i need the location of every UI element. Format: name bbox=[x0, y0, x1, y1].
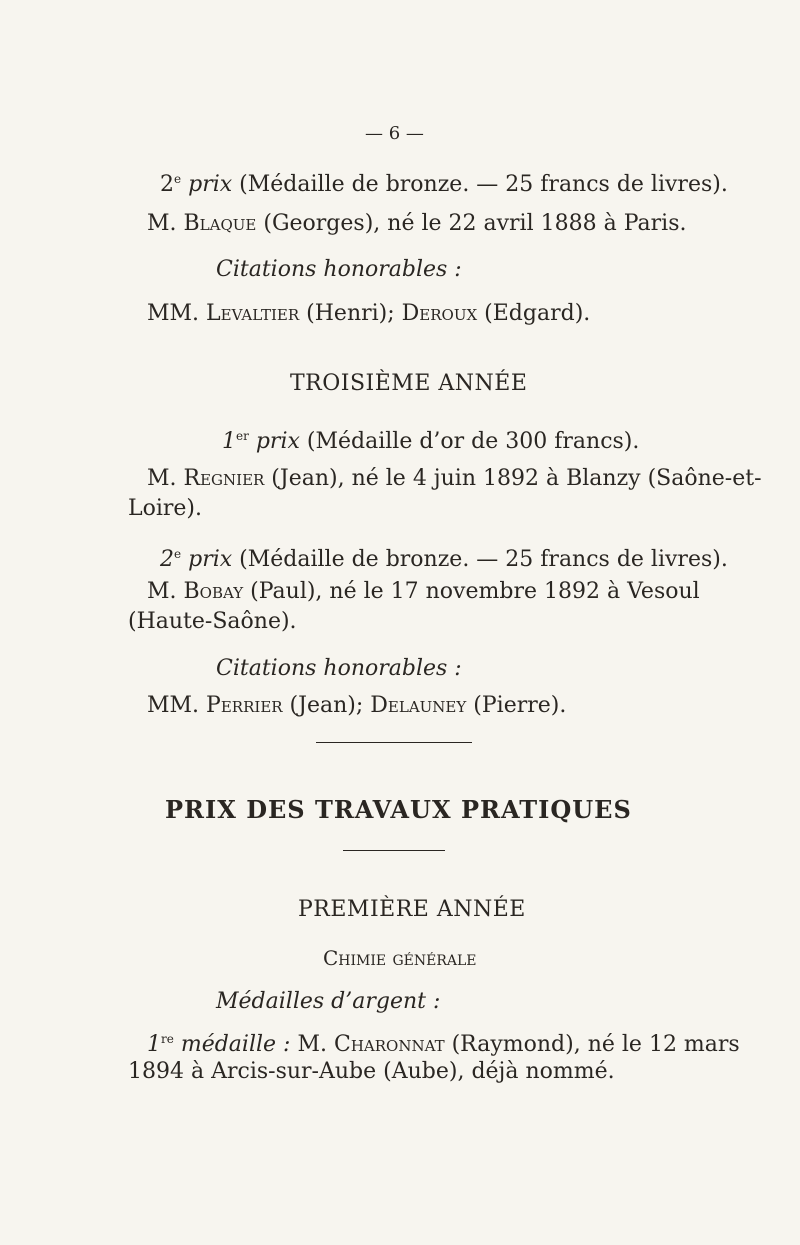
citation-surname-2: Deroux bbox=[401, 301, 478, 326]
section-title: PRIX DES TRAVAUX PRATIQUES bbox=[165, 795, 632, 824]
medal-line bbox=[147, 1025, 740, 1059]
laureate-line bbox=[147, 210, 686, 238]
citation-firstname-2: (Pierre). bbox=[466, 693, 567, 718]
prize-rank-suffix: e bbox=[174, 547, 182, 561]
laureate-line-continuation: Loire). bbox=[128, 496, 203, 521]
prize-detail: (Médaille de bronze. — 25 francs de livres). bbox=[232, 172, 728, 197]
prize-rank: 1 bbox=[222, 429, 236, 454]
prize-rank: 2 bbox=[160, 172, 174, 197]
laureate-prefix: M. bbox=[147, 466, 184, 491]
laureate-surname: Regnier bbox=[183, 466, 265, 491]
section-divider bbox=[316, 742, 472, 743]
citations-prefix: MM. bbox=[147, 301, 207, 326]
title-underline bbox=[343, 850, 445, 851]
citation-surname-1: Levaltier bbox=[206, 301, 300, 326]
laureate-surname: Blaque bbox=[183, 211, 257, 236]
medal-line-continuation: 1894 à Arcis-sur-Aube (Aube), déjà nommé. bbox=[128, 1059, 615, 1084]
citation-surname-1: Perrier bbox=[206, 693, 283, 718]
subject-heading: Chimie générale bbox=[323, 946, 477, 970]
citations-names bbox=[147, 300, 590, 328]
citations-prefix: MM. bbox=[147, 693, 207, 718]
page-number: — 6 — bbox=[365, 123, 424, 144]
prize-rank: 2 bbox=[160, 547, 174, 572]
citation-surname-2: Delauney bbox=[370, 693, 467, 718]
prize-word: prix bbox=[188, 547, 233, 572]
prize-rank-suffix: e bbox=[174, 172, 182, 186]
section-heading-first-year: PREMIÈRE ANNÉE bbox=[298, 897, 526, 922]
citation-firstname-1: (Henri); bbox=[299, 301, 402, 326]
laureate-details: (Georges), né le 22 avril 1888 à Paris. bbox=[256, 211, 687, 236]
laureate-details: (Paul), né le 17 novembre 1892 à Vesoul bbox=[243, 579, 700, 604]
citations-names bbox=[147, 692, 566, 720]
prize-line bbox=[222, 422, 639, 456]
citation-firstname-1: (Jean); bbox=[282, 693, 371, 718]
medal-rank: 1 bbox=[147, 1032, 161, 1057]
prize-detail: (Médaille d’or de 300 francs). bbox=[299, 429, 640, 454]
medal-word: médaille : bbox=[180, 1032, 291, 1057]
prize-word: prix bbox=[255, 429, 300, 454]
citations-label: Citations honorables : bbox=[216, 656, 462, 681]
laureate-details: (Raymond), né le 12 mars bbox=[444, 1032, 740, 1057]
prize-line bbox=[160, 165, 728, 199]
laureate-line bbox=[147, 578, 700, 606]
prize-line bbox=[160, 540, 728, 574]
prize-detail: (Médaille de bronze. — 25 francs de livres). bbox=[232, 547, 728, 572]
medal-rank-suffix: re bbox=[161, 1032, 174, 1046]
prize-rank-suffix: er bbox=[236, 429, 249, 443]
laureate-line bbox=[147, 465, 762, 493]
laureate-prefix: M. bbox=[147, 579, 184, 604]
laureate-surname: Bobay bbox=[183, 579, 244, 604]
laureate-line-continuation: (Haute-Saône). bbox=[128, 609, 297, 634]
citation-firstname-2: (Edgard). bbox=[477, 301, 591, 326]
medals-label: Médailles d’argent : bbox=[216, 989, 441, 1014]
laureate-surname: Charonnat bbox=[333, 1032, 445, 1057]
laureate-prefix: M. bbox=[147, 211, 184, 236]
laureate-prefix: M. bbox=[290, 1032, 334, 1057]
laureate-details: (Jean), né le 4 juin 1892 à Blanzy (Saône-et- bbox=[264, 466, 762, 491]
citations-label: Citations honorables : bbox=[216, 257, 462, 282]
section-heading-third-year: TROISIÈME ANNÉE bbox=[290, 371, 528, 396]
prize-word: prix bbox=[188, 172, 233, 197]
